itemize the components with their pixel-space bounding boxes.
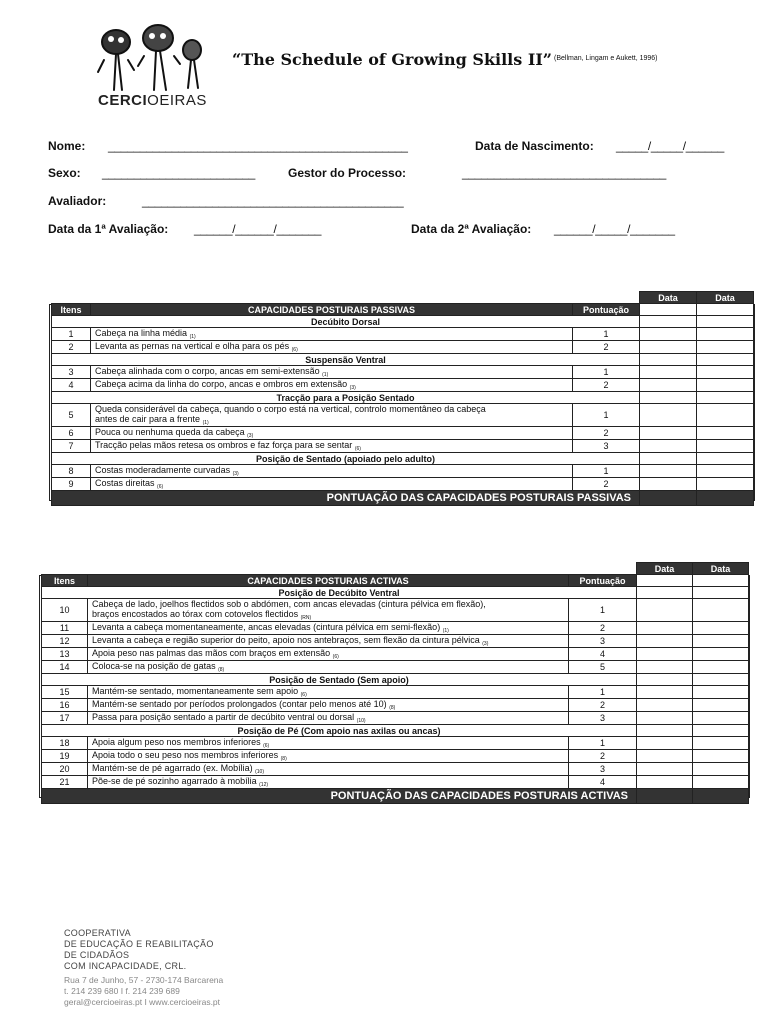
date-column-header: Data (637, 563, 693, 575)
table-row (52, 427, 754, 440)
score: 2 (569, 750, 637, 763)
age-note: (6) (291, 347, 298, 353)
total-date-cell[interactable] (697, 491, 754, 506)
date-cell[interactable] (697, 440, 754, 453)
section-row (52, 392, 754, 404)
score: 3 (569, 635, 637, 648)
age-note: (6) (300, 692, 307, 698)
score: 5 (569, 661, 637, 674)
pontuacao-header: Pontuação (573, 304, 640, 316)
item-number: 5 (52, 404, 91, 427)
score: 2 (569, 699, 637, 712)
item-text: Coloca-se na posição de gatas (92, 661, 216, 671)
item-description (88, 622, 569, 635)
section-title: Posição de Pé (Com apoio nas axilas ou ancas) (42, 725, 637, 737)
item-description (91, 440, 573, 453)
table-row (42, 622, 749, 635)
item-text: Queda considerável da cabeça, quando o corpo está na vertical, controlo momentâneo da cabeça (95, 404, 486, 414)
document-title: “The Schedule of Growing Skills II” (232, 50, 553, 69)
date-cell[interactable] (640, 465, 697, 478)
date-cell[interactable] (697, 392, 754, 404)
item-text: Apoia algum peso nos membros inferiores (92, 737, 261, 747)
item-number: 18 (42, 737, 88, 750)
age-note: (1) (322, 372, 329, 378)
section-title: Posição de Sentado (apoiado pelo adulto) (52, 453, 640, 465)
score: 1 (569, 599, 637, 622)
score: 2 (573, 341, 640, 354)
age-note: (1) (189, 334, 196, 340)
date-cell[interactable] (697, 478, 754, 491)
age-note: (8) (389, 705, 396, 711)
score: 1 (573, 328, 640, 341)
item-number: 6 (52, 427, 91, 440)
item-text: Põe-se de pé sozinho agarrado à mobília (92, 776, 257, 786)
avaliador-label: Avaliador: (48, 194, 107, 208)
score: 1 (573, 366, 640, 379)
sexo-label: Sexo: (48, 166, 81, 180)
score: 3 (569, 712, 637, 725)
footer-line3: DE CIDADÃOS (64, 950, 130, 960)
date-cell[interactable] (693, 712, 749, 725)
age-note: (6) (354, 446, 361, 452)
date-cell[interactable] (640, 366, 697, 379)
age-note: (8) (280, 756, 287, 762)
date-cell[interactable] (697, 316, 754, 328)
date-cell[interactable] (693, 750, 749, 763)
table-row (52, 379, 754, 392)
item-description (88, 686, 569, 699)
table-header-row (42, 575, 749, 587)
section-row (52, 316, 754, 328)
item-text: Levanta a cabeça e região superior do peito, apoio nos antebraços, sem flexão da cintura pélvica (92, 635, 480, 645)
footer-line1: COOPERATIVA (64, 928, 131, 938)
date-cell[interactable] (697, 354, 754, 366)
total-label: PONTUAÇÃO DAS CAPACIDADES POSTURAIS ACTIVAS (42, 789, 637, 804)
item-description (88, 712, 569, 725)
section-title: Posição de Decúbito Ventral (42, 587, 637, 599)
item-text: Cabeça alinhada com o corpo, ancas em semi-extensão (95, 366, 320, 376)
item-number: 17 (42, 712, 88, 725)
section-row (42, 725, 749, 737)
age-note: (6) (332, 654, 339, 660)
footer-line2: DE EDUCAÇÃO E REABILITAÇÃO (64, 939, 214, 949)
item-description (91, 341, 573, 354)
date-cell[interactable] (693, 737, 749, 750)
capacidades-header: CAPACIDADES POSTURAIS PASSIVAS (91, 304, 573, 316)
section-row (42, 674, 749, 686)
score: 2 (573, 427, 640, 440)
table-passivas (51, 291, 754, 506)
date-cell[interactable] (637, 635, 693, 648)
age-note: (12) (259, 782, 269, 788)
date-cell[interactable] (693, 699, 749, 712)
total-date-cell[interactable] (693, 789, 749, 804)
item-number: 9 (52, 478, 91, 491)
date-cell[interactable] (637, 750, 693, 763)
age-note: (1) (442, 628, 449, 634)
item-description (91, 478, 573, 491)
date-cell[interactable] (697, 379, 754, 392)
item-text: Mantém-se de pé agarrado (ex. Mobília) (92, 763, 253, 773)
gestor-label: Gestor do Processo: (288, 166, 407, 180)
age-note: (1) (202, 420, 209, 426)
table-row (52, 366, 754, 379)
item-number: 20 (42, 763, 88, 776)
date-column-header: Data (697, 292, 754, 304)
date-cell[interactable] (693, 575, 749, 587)
total-date-cell[interactable] (640, 491, 697, 506)
total-date-cell[interactable] (637, 789, 693, 804)
date-cell[interactable] (693, 674, 749, 686)
itens-header: Itens (42, 575, 88, 587)
score: 2 (573, 379, 640, 392)
table-row (42, 599, 749, 622)
avaliador-field[interactable]: _________________________________________ (142, 194, 404, 208)
item-text: Levanta as pernas na vertical e olha para os pés (95, 341, 290, 351)
age-note: (6) (157, 484, 164, 490)
aval2-field[interactable]: ______/_____/_______ (554, 222, 675, 236)
item-number: 7 (52, 440, 91, 453)
item-description (88, 699, 569, 712)
item-text: Cabeça na linha média (95, 328, 188, 338)
item-text-continued: braços encostados ao tórax com cotovelos flectidos (92, 609, 299, 619)
gestor-field[interactable]: ________________________________ (462, 166, 666, 180)
score: 1 (569, 686, 637, 699)
item-description (91, 465, 573, 478)
date-cell[interactable] (640, 478, 697, 491)
item-description (88, 763, 569, 776)
age-note: (6) (263, 743, 270, 749)
age-note: (8) (218, 667, 225, 673)
spacer (52, 292, 640, 304)
date-cell[interactable] (697, 328, 754, 341)
score: 1 (573, 465, 640, 478)
item-text: Levanta a cabeça momentaneamente, ancas elevadas (cintura pélvica em semi-flexão) (92, 622, 441, 632)
age-note: (3) (349, 385, 356, 391)
score: 3 (569, 763, 637, 776)
item-number: 2 (52, 341, 91, 354)
item-number: 1 (52, 328, 91, 341)
item-number: 10 (42, 599, 88, 622)
date-cell[interactable] (640, 379, 697, 392)
date-header-row (52, 292, 754, 304)
table-row (42, 763, 749, 776)
date-cell[interactable] (637, 725, 693, 737)
date-cell[interactable] (637, 587, 693, 599)
date-cell[interactable] (637, 622, 693, 635)
age-note: (10) (356, 718, 366, 724)
date-cell[interactable] (637, 599, 693, 622)
date-cell[interactable] (693, 725, 749, 737)
table-row (52, 478, 754, 491)
item-text-continued: antes de cair para a frente (95, 414, 201, 424)
score: 2 (573, 478, 640, 491)
date-cell[interactable] (697, 304, 754, 316)
date-cell[interactable] (640, 392, 697, 404)
date-cell[interactable] (693, 661, 749, 674)
date-cell[interactable] (637, 763, 693, 776)
item-number: 15 (42, 686, 88, 699)
date-cell[interactable] (637, 661, 693, 674)
table-row (42, 712, 749, 725)
date-cell[interactable] (640, 354, 697, 366)
item-number: 3 (52, 366, 91, 379)
table-row (52, 440, 754, 453)
item-number: 8 (52, 465, 91, 478)
item-number: 13 (42, 648, 88, 661)
citation: (Bellman, Lingam e Aukett, 1996) (554, 55, 658, 62)
item-text: Apoia todo o seu peso nos membros inferiores (92, 750, 279, 760)
date-cell[interactable] (697, 404, 754, 427)
table-activas (41, 562, 749, 804)
score: 2 (569, 622, 637, 635)
date-cell[interactable] (640, 304, 697, 316)
table-row (52, 465, 754, 478)
item-text: Costas direitas (95, 478, 155, 488)
item-description (88, 635, 569, 648)
date-cell[interactable] (697, 341, 754, 354)
table-row (42, 661, 749, 674)
item-text: Pouca ou nenhuma queda da cabeça (95, 427, 245, 437)
date-header-row (42, 563, 749, 575)
date-cell[interactable] (693, 587, 749, 599)
item-number: 12 (42, 635, 88, 648)
item-text: Cabeça de lado, joelhos flectidos sob o abdómen, com ancas elevadas (cintura pélvica em flexão), (92, 599, 486, 609)
date-cell[interactable] (640, 328, 697, 341)
date-cell[interactable] (693, 599, 749, 622)
item-text: Mantém-se sentado por períodos prolongados (contar pelo menos até 10) (92, 699, 387, 709)
date-cell[interactable] (640, 453, 697, 465)
nascimento-field[interactable]: _____/_____/______ (616, 139, 725, 153)
footer-address: Rua 7 de Junho, 57 - 2730-174 Barcarena (64, 975, 224, 985)
table-row (42, 737, 749, 750)
item-text: Passa para posição sentado a partir de decúbito ventral ou dorsal (92, 712, 355, 722)
section-title: Decúbito Dorsal (52, 316, 640, 328)
date-cell[interactable] (697, 465, 754, 478)
table-row (52, 328, 754, 341)
date-cell[interactable] (693, 622, 749, 635)
date-column-header: Data (693, 563, 749, 575)
date-cell[interactable] (637, 737, 693, 750)
item-description (91, 427, 573, 440)
date-cell[interactable] (637, 686, 693, 699)
total-row (42, 789, 749, 804)
date-cell[interactable] (693, 635, 749, 648)
item-description (88, 648, 569, 661)
date-cell[interactable] (693, 648, 749, 661)
section-row (52, 453, 754, 465)
item-description (88, 776, 569, 789)
score: 1 (573, 404, 640, 427)
score: 4 (569, 648, 637, 661)
nome-label: Nome: (48, 139, 86, 153)
capacidades-header: CAPACIDADES POSTURAIS ACTIVAS (88, 575, 569, 587)
date-cell[interactable] (640, 427, 697, 440)
date-cell[interactable] (637, 699, 693, 712)
date-cell[interactable] (637, 776, 693, 789)
section-title: Tracção para a Posição Sentado (52, 392, 640, 404)
score: 3 (573, 440, 640, 453)
date-cell[interactable] (697, 453, 754, 465)
item-number: 4 (52, 379, 91, 392)
footer-phones: t. 214 239 680 I f. 214 239 689 (64, 986, 180, 996)
age-note: (3) (232, 471, 239, 477)
section-title: Suspensão Ventral (52, 354, 640, 366)
item-text: Mantém-se sentado, momentaneamente sem apoio (92, 686, 299, 696)
age-note: (10) (255, 769, 264, 775)
item-description (91, 328, 573, 341)
table-row (52, 341, 754, 354)
item-description (88, 661, 569, 674)
table-row (42, 699, 749, 712)
date-cell[interactable] (640, 341, 697, 354)
item-description (88, 599, 569, 622)
date-cell[interactable] (693, 763, 749, 776)
date-cell[interactable] (637, 712, 693, 725)
section-title: Posição de Sentado (Sem apoio) (42, 674, 637, 686)
date-cell[interactable] (640, 404, 697, 427)
nascimento-label: Data de Nascimento: (475, 139, 594, 153)
footer (64, 928, 223, 1008)
aval2-label: Data da 2ª Avaliação: (411, 222, 532, 236)
item-text: Tracção pelas mãos retesa os ombros e faz força para se sentar (95, 440, 353, 450)
date-cell[interactable] (697, 427, 754, 440)
date-cell[interactable] (693, 776, 749, 789)
table-row (42, 750, 749, 763)
table-row (42, 648, 749, 661)
item-text: Apoia peso nas palmas das mãos com braços em extensão (92, 648, 331, 658)
aval1-field[interactable]: ______/______/_______ (194, 222, 322, 236)
table-row (42, 776, 749, 789)
item-text: Cabeça acima da linha do corpo, ancas e ombros em extensão (95, 379, 348, 389)
date-cell[interactable] (640, 316, 697, 328)
date-cell[interactable] (640, 440, 697, 453)
date-cell[interactable] (637, 648, 693, 661)
nome-field[interactable]: _______________________________________________ (108, 139, 408, 153)
item-number: 21 (42, 776, 88, 789)
pontuacao-header: Pontuação (569, 575, 637, 587)
table-row (52, 404, 754, 427)
score: 1 (569, 737, 637, 750)
age-note: (RN) (300, 615, 312, 621)
date-cell[interactable] (693, 686, 749, 699)
section-row (52, 354, 754, 366)
item-text: Costas moderadamente curvadas (95, 465, 231, 475)
item-description (88, 737, 569, 750)
sexo-field[interactable]: ________________________ (102, 166, 255, 180)
total-label: PONTUAÇÃO DAS CAPACIDADES POSTURAIS PASSIVAS (52, 491, 640, 506)
item-description (91, 366, 573, 379)
total-row (52, 491, 754, 506)
footer-web: geral@cercioeiras.pt I www.cercioeiras.pt (64, 997, 221, 1007)
age-note: (3) (482, 641, 489, 647)
item-number: 11 (42, 622, 88, 635)
spacer (42, 563, 637, 575)
aval1-label: Data da 1ª Avaliação: (48, 222, 169, 236)
section-row (42, 587, 749, 599)
score: 4 (569, 776, 637, 789)
date-cell[interactable] (697, 366, 754, 379)
item-description (91, 404, 573, 427)
date-cell[interactable] (637, 674, 693, 686)
footer-line4: COM INCAPACIDADE, CRL. (64, 961, 187, 971)
logo-wordmark: CERCIOEIRAS (98, 92, 207, 109)
itens-header: Itens (52, 304, 91, 316)
item-number: 16 (42, 699, 88, 712)
table-row (42, 635, 749, 648)
date-column-header: Data (640, 292, 697, 304)
age-note: (3) (247, 433, 254, 439)
table-row (42, 686, 749, 699)
item-description (88, 750, 569, 763)
item-description (91, 379, 573, 392)
table-header-row (52, 304, 754, 316)
item-number: 19 (42, 750, 88, 763)
date-cell[interactable] (637, 575, 693, 587)
item-number: 14 (42, 661, 88, 674)
